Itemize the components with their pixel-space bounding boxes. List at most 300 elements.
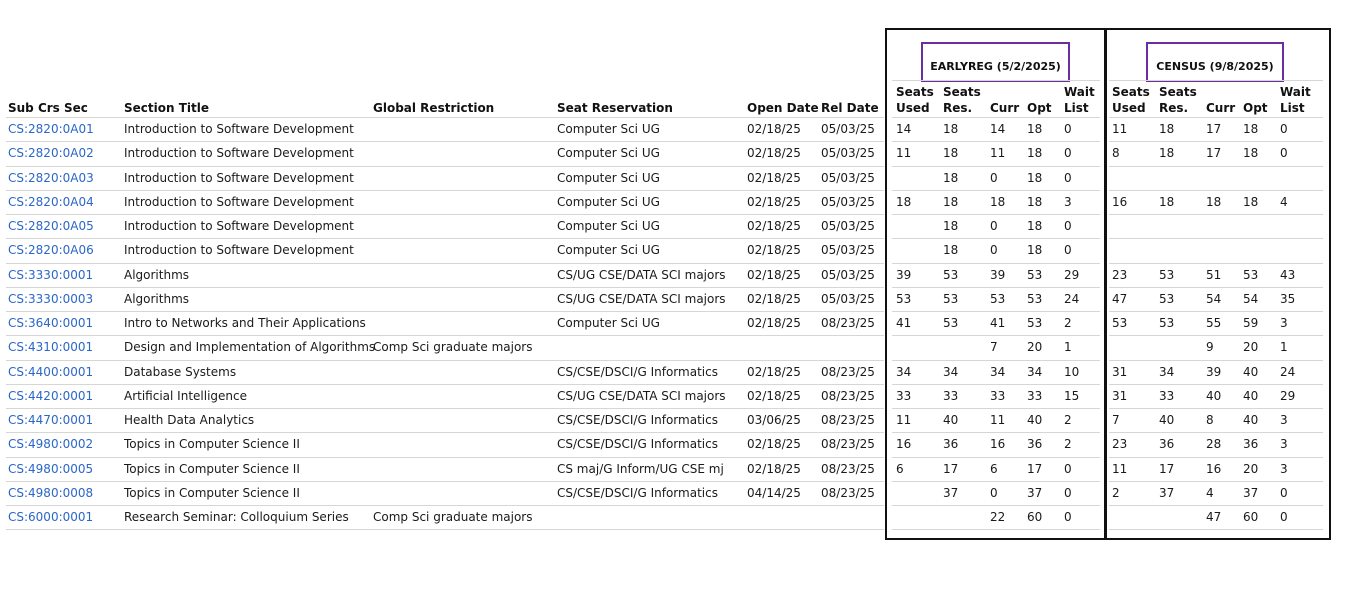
census-opt: 18 bbox=[1243, 146, 1259, 161]
open-date: 02/18/25 bbox=[747, 219, 801, 233]
row-divider-earlyreg bbox=[892, 529, 1100, 530]
header-open-date: Open Date bbox=[747, 101, 819, 115]
row-divider-census bbox=[1109, 190, 1323, 191]
open-date: 02/18/25 bbox=[747, 437, 801, 452]
census-seats-used: 23 bbox=[1112, 267, 1128, 282]
open-date: 02/18/25 bbox=[747, 243, 801, 258]
earlyreg-curr: 0 bbox=[990, 219, 998, 233]
seat-reservation: Computer Sci UG bbox=[557, 194, 660, 209]
earlyreg-seats-res: 18 bbox=[943, 170, 959, 185]
census-wait-list: 35 bbox=[1280, 291, 1296, 306]
section-title: Introduction to Software Development bbox=[124, 146, 354, 161]
census-opt: 37 bbox=[1243, 485, 1259, 500]
seat-reservation: Computer Sci UG bbox=[557, 146, 660, 161]
row-divider-earlyreg bbox=[892, 263, 1100, 264]
census-title: CENSUS (9/8/2025) bbox=[1146, 42, 1284, 82]
census-curr: 17 bbox=[1206, 146, 1222, 161]
seat-reservation: CS/CSE/DSCI/G Informatics bbox=[557, 364, 718, 379]
earlyreg-seats-res: 33 bbox=[943, 388, 959, 403]
census-seats-res: 18 bbox=[1159, 122, 1175, 136]
seat-reservation: CS/CSE/DSCI/G Informatics bbox=[557, 413, 718, 427]
census-seats-used: 23 bbox=[1112, 437, 1128, 452]
header-sub-crs-sec: Sub Crs Sec bbox=[8, 101, 88, 115]
row-divider-earlyreg bbox=[892, 335, 1100, 336]
earlyreg-seats-used: 16 bbox=[896, 437, 912, 452]
earlyreg-curr: 18 bbox=[990, 194, 1006, 209]
header-global-restriction: Global Restriction bbox=[373, 101, 495, 115]
census-seats-used: 11 bbox=[1112, 122, 1128, 136]
header-section-title: Section Title bbox=[124, 101, 209, 115]
census-seats-used: 2 bbox=[1112, 485, 1120, 500]
section-link[interactable]: CS:3330:0003 bbox=[8, 291, 94, 306]
earlyreg-header-wait-list-1: Wait bbox=[1064, 85, 1095, 99]
row-divider-earlyreg bbox=[892, 287, 1100, 288]
census-seats-used: 16 bbox=[1112, 194, 1128, 209]
earlyreg-wait-list: 2 bbox=[1064, 413, 1072, 427]
seat-reservation: CS maj/G Inform/UG CSE mj bbox=[557, 461, 724, 476]
earlyreg-opt: 18 bbox=[1027, 146, 1043, 161]
section-title: Introduction to Software Development bbox=[124, 170, 354, 185]
header-divider-earlyreg bbox=[892, 117, 1100, 118]
earlyreg-seats-res: 53 bbox=[943, 267, 959, 282]
earlyreg-seats-res: 18 bbox=[943, 122, 959, 136]
row-divider-census bbox=[1109, 529, 1323, 530]
row-divider-main bbox=[6, 384, 884, 385]
census-wait-list: 4 bbox=[1280, 194, 1288, 209]
section-link[interactable]: CS:2820:0A05 bbox=[8, 219, 94, 233]
row-divider-census bbox=[1109, 263, 1323, 264]
row-divider-census bbox=[1109, 311, 1323, 312]
open-date: 02/18/25 bbox=[747, 122, 801, 136]
section-link[interactable]: CS:3330:0001 bbox=[8, 267, 94, 282]
earlyreg-opt: 20 bbox=[1027, 340, 1043, 355]
earlyreg-opt: 53 bbox=[1027, 267, 1043, 282]
census-opt: 18 bbox=[1243, 194, 1259, 209]
row-divider-earlyreg bbox=[892, 190, 1100, 191]
row-divider-main bbox=[6, 457, 884, 458]
census-opt: 20 bbox=[1243, 340, 1259, 355]
rel-date: 08/23/25 bbox=[821, 485, 875, 500]
census-curr: 8 bbox=[1206, 413, 1214, 427]
earlyreg-wait-list: 0 bbox=[1064, 170, 1072, 185]
earlyreg-wait-list: 0 bbox=[1064, 243, 1072, 258]
earlyreg-opt: 18 bbox=[1027, 243, 1043, 258]
row-divider-census bbox=[1109, 238, 1323, 239]
open-date: 02/18/25 bbox=[747, 146, 801, 161]
seat-reservation: Computer Sci UG bbox=[557, 122, 660, 136]
section-title: Design and Implementation of Algorithms bbox=[124, 340, 376, 355]
earlyreg-seats-used: 14 bbox=[896, 122, 912, 136]
census-seats-used: 11 bbox=[1112, 461, 1128, 476]
earlyreg-curr: 16 bbox=[990, 437, 1006, 452]
earlyreg-wait-list: 0 bbox=[1064, 485, 1072, 500]
section-link[interactable]: CS:2820:0A01 bbox=[8, 122, 94, 136]
earlyreg-wait-list: 29 bbox=[1064, 267, 1080, 282]
section-title: Health Data Analytics bbox=[124, 413, 255, 427]
census-wait-list: 0 bbox=[1280, 510, 1288, 524]
section-link[interactable]: CS:4980:0005 bbox=[8, 461, 94, 476]
section-link[interactable]: CS:4470:0001 bbox=[8, 413, 94, 427]
earlyreg-seats-res: 18 bbox=[943, 219, 959, 233]
earlyreg-header-curr: Curr bbox=[990, 101, 1020, 115]
earlyreg-opt: 18 bbox=[1027, 194, 1043, 209]
row-divider-main bbox=[6, 481, 884, 482]
rel-date: 08/23/25 bbox=[821, 388, 875, 403]
row-divider-census bbox=[1109, 166, 1323, 167]
earlyreg-curr: 0 bbox=[990, 170, 998, 185]
section-title: Topics in Computer Science II bbox=[124, 461, 300, 476]
seat-reservation: CS/UG CSE/DATA SCI majors bbox=[557, 291, 726, 306]
census-header-wait-list-1: Wait bbox=[1280, 85, 1311, 99]
census-wait-list: 1 bbox=[1280, 340, 1288, 355]
earlyreg-header-seats-used-1: Seats bbox=[896, 85, 934, 99]
rel-date: 05/03/25 bbox=[821, 122, 875, 136]
section-title: Introduction to Software Development bbox=[124, 219, 354, 233]
census-curr: 18 bbox=[1206, 194, 1222, 209]
census-curr: 55 bbox=[1206, 316, 1222, 330]
seat-reservation: CS/UG CSE/DATA SCI majors bbox=[557, 267, 726, 282]
census-curr: 28 bbox=[1206, 437, 1222, 452]
section-title: Introduction to Software Development bbox=[124, 194, 354, 209]
census-seats-res: 40 bbox=[1159, 413, 1175, 427]
census-curr: 9 bbox=[1206, 340, 1214, 355]
rel-date: 08/23/25 bbox=[821, 316, 875, 330]
earlyreg-wait-list: 0 bbox=[1064, 146, 1072, 161]
section-link[interactable]: CS:6000:0001 bbox=[8, 510, 94, 524]
row-divider-census bbox=[1109, 141, 1323, 142]
census-curr: 17 bbox=[1206, 122, 1222, 136]
census-wait-list: 3 bbox=[1280, 437, 1288, 452]
census-wait-list: 3 bbox=[1280, 316, 1288, 330]
seat-reservation: Computer Sci UG bbox=[557, 243, 660, 258]
row-divider-census bbox=[1109, 457, 1323, 458]
earlyreg-seats-used: 53 bbox=[896, 291, 912, 306]
earlyreg-seats-used: 39 bbox=[896, 267, 912, 282]
earlyreg-curr: 0 bbox=[990, 243, 998, 258]
row-divider-census bbox=[1109, 432, 1323, 433]
earlyreg-curr: 0 bbox=[990, 485, 998, 500]
row-divider-main bbox=[6, 408, 884, 409]
earlyreg-seats-res: 18 bbox=[943, 243, 959, 258]
census-header-seats-res-2: Res. bbox=[1159, 101, 1189, 115]
section-title: Introduction to Software Development bbox=[124, 243, 354, 258]
earlyreg-opt: 18 bbox=[1027, 122, 1043, 136]
census-seats-used: 8 bbox=[1112, 146, 1120, 161]
section-title: Algorithms bbox=[124, 267, 190, 282]
global-restriction: Comp Sci graduate majors bbox=[373, 510, 533, 524]
row-divider-earlyreg bbox=[892, 141, 1100, 142]
earlyreg-opt: 37 bbox=[1027, 485, 1043, 500]
census-seats-used: 7 bbox=[1112, 413, 1120, 427]
row-divider-main bbox=[6, 311, 884, 312]
open-date: 02/18/25 bbox=[747, 316, 801, 330]
census-wait-list: 29 bbox=[1280, 388, 1296, 403]
census-opt: 36 bbox=[1243, 437, 1259, 452]
section-link[interactable]: CS:2820:0A06 bbox=[8, 243, 94, 258]
section-title: Introduction to Software Development bbox=[124, 122, 354, 136]
earlyreg-seats-res: 34 bbox=[943, 364, 959, 379]
row-divider-main bbox=[6, 287, 884, 288]
earlyreg-opt: 18 bbox=[1027, 219, 1043, 233]
rel-date: 05/03/25 bbox=[821, 243, 875, 258]
census-opt: 40 bbox=[1243, 388, 1259, 403]
row-divider-earlyreg bbox=[892, 238, 1100, 239]
census-wait-list: 3 bbox=[1280, 413, 1288, 427]
header-rel-date: Rel Date bbox=[821, 101, 879, 115]
row-divider-main bbox=[6, 335, 884, 336]
rel-date: 08/23/25 bbox=[821, 413, 875, 427]
earlyreg-curr: 22 bbox=[990, 510, 1006, 524]
census-opt: 18 bbox=[1243, 122, 1259, 136]
earlyreg-wait-list: 2 bbox=[1064, 437, 1072, 452]
row-divider-main bbox=[6, 141, 884, 142]
census-curr: 16 bbox=[1206, 461, 1222, 476]
census-header-seats-res-1: Seats bbox=[1159, 85, 1197, 99]
earlyreg-curr: 14 bbox=[990, 122, 1006, 136]
earlyreg-seats-used: 34 bbox=[896, 364, 912, 379]
earlyreg-seats-used: 41 bbox=[896, 316, 912, 330]
section-link[interactable]: CS:3640:0001 bbox=[8, 316, 94, 330]
header-divider-census bbox=[1109, 117, 1323, 118]
census-seats-used: 31 bbox=[1112, 388, 1128, 403]
seat-reservation: CS/CSE/DSCI/G Informatics bbox=[557, 485, 718, 500]
earlyreg-wait-list: 0 bbox=[1064, 122, 1072, 136]
census-seats-res: 53 bbox=[1159, 291, 1175, 306]
section-link[interactable]: CS:4980:0008 bbox=[8, 485, 94, 500]
earlyreg-seats-res: 17 bbox=[943, 461, 959, 476]
census-opt: 53 bbox=[1243, 267, 1259, 282]
section-link[interactable]: CS:4310:0001 bbox=[8, 340, 94, 355]
row-divider-census bbox=[1109, 408, 1323, 409]
rel-date: 05/03/25 bbox=[821, 291, 875, 306]
section-title: Topics in Computer Science II bbox=[124, 437, 300, 452]
census-wait-list: 0 bbox=[1280, 122, 1288, 136]
earlyreg-curr: 34 bbox=[990, 364, 1006, 379]
earlyreg-curr: 39 bbox=[990, 267, 1006, 282]
row-divider-main bbox=[6, 214, 884, 215]
census-curr: 40 bbox=[1206, 388, 1222, 403]
earlyreg-header-wait-list-2: List bbox=[1064, 101, 1089, 115]
census-seats-res: 53 bbox=[1159, 267, 1175, 282]
row-divider-earlyreg bbox=[892, 408, 1100, 409]
rel-date: 05/03/25 bbox=[821, 219, 875, 233]
earlyreg-wait-list: 0 bbox=[1064, 510, 1072, 524]
earlyreg-header-seats-used-2: Used bbox=[896, 101, 930, 115]
earlyreg-seats-used: 33 bbox=[896, 388, 912, 403]
header-seat-reservation: Seat Reservation bbox=[557, 101, 673, 115]
earlyreg-header-seats-res-1: Seats bbox=[943, 85, 981, 99]
section-link[interactable]: CS:2820:0A02 bbox=[8, 146, 94, 161]
census-seats-used: 47 bbox=[1112, 291, 1128, 306]
rel-date: 08/23/25 bbox=[821, 364, 875, 379]
rel-date: 08/23/25 bbox=[821, 461, 875, 476]
open-date: 02/18/25 bbox=[747, 461, 801, 476]
row-divider-census bbox=[1109, 287, 1323, 288]
census-seats-used: 53 bbox=[1112, 316, 1128, 330]
census-curr: 4 bbox=[1206, 485, 1214, 500]
row-divider-census bbox=[1109, 360, 1323, 361]
earlyreg-curr: 6 bbox=[990, 461, 998, 476]
seat-reservation: Computer Sci UG bbox=[557, 219, 660, 233]
earlyreg-seats-used: 11 bbox=[896, 146, 912, 161]
row-divider-main bbox=[6, 360, 884, 361]
earlyreg-curr: 53 bbox=[990, 291, 1006, 306]
row-divider-main bbox=[6, 238, 884, 239]
census-opt: 54 bbox=[1243, 291, 1259, 306]
earlyreg-seats-res: 53 bbox=[943, 316, 959, 330]
census-header-divider bbox=[1109, 80, 1323, 81]
earlyreg-wait-list: 2 bbox=[1064, 316, 1072, 330]
section-link[interactable]: CS:2820:0A04 bbox=[8, 194, 94, 209]
seat-reservation: Computer Sci UG bbox=[557, 170, 660, 185]
row-divider-main bbox=[6, 432, 884, 433]
census-header-seats-used-2: Used bbox=[1112, 101, 1146, 115]
earlyreg-opt: 60 bbox=[1027, 510, 1043, 524]
row-divider-main bbox=[6, 263, 884, 264]
row-divider-census bbox=[1109, 481, 1323, 482]
earlyreg-opt: 36 bbox=[1027, 437, 1043, 452]
census-seats-res: 18 bbox=[1159, 194, 1175, 209]
earlyreg-seats-res: 53 bbox=[943, 291, 959, 306]
section-title: Artificial Intelligence bbox=[124, 388, 247, 403]
row-divider-census bbox=[1109, 505, 1323, 506]
header-divider-main bbox=[6, 117, 884, 118]
row-divider-census bbox=[1109, 384, 1323, 385]
census-seats-res: 34 bbox=[1159, 364, 1175, 379]
section-link[interactable]: CS:4400:0001 bbox=[8, 364, 94, 379]
census-seats-res: 36 bbox=[1159, 437, 1175, 452]
earlyreg-curr: 11 bbox=[990, 413, 1006, 427]
earlyreg-wait-list: 1 bbox=[1064, 340, 1072, 355]
census-wait-list: 3 bbox=[1280, 461, 1288, 476]
earlyreg-header-divider bbox=[892, 80, 1100, 81]
section-link[interactable]: CS:4980:0002 bbox=[8, 437, 94, 452]
census-wait-list: 43 bbox=[1280, 267, 1296, 282]
census-seats-res: 37 bbox=[1159, 485, 1175, 500]
earlyreg-wait-list: 0 bbox=[1064, 219, 1072, 233]
global-restriction: Comp Sci graduate majors bbox=[373, 340, 533, 355]
census-seats-res: 17 bbox=[1159, 461, 1175, 476]
census-opt: 40 bbox=[1243, 413, 1259, 427]
row-divider-earlyreg bbox=[892, 311, 1100, 312]
earlyreg-wait-list: 15 bbox=[1064, 388, 1080, 403]
census-header-curr: Curr bbox=[1206, 101, 1236, 115]
earlyreg-opt: 53 bbox=[1027, 316, 1043, 330]
earlyreg-seats-res: 18 bbox=[943, 146, 959, 161]
row-divider-census bbox=[1109, 335, 1323, 336]
earlyreg-opt: 34 bbox=[1027, 364, 1043, 379]
earlyreg-curr: 41 bbox=[990, 316, 1006, 330]
earlyreg-wait-list: 3 bbox=[1064, 194, 1072, 209]
rel-date: 05/03/25 bbox=[821, 267, 875, 282]
section-title: Database Systems bbox=[124, 364, 237, 379]
earlyreg-wait-list: 10 bbox=[1064, 364, 1080, 379]
row-divider-main bbox=[6, 505, 884, 506]
census-curr: 54 bbox=[1206, 291, 1222, 306]
census-wait-list: 0 bbox=[1280, 146, 1288, 161]
section-link[interactable]: CS:2820:0A03 bbox=[8, 170, 94, 185]
earlyreg-header-seats-res-2: Res. bbox=[943, 101, 973, 115]
row-divider-earlyreg bbox=[892, 166, 1100, 167]
census-seats-res: 33 bbox=[1159, 388, 1175, 403]
census-curr: 51 bbox=[1206, 267, 1222, 282]
earlyreg-seats-res: 37 bbox=[943, 485, 959, 500]
census-opt: 60 bbox=[1243, 510, 1259, 524]
earlyreg-seats-res: 18 bbox=[943, 194, 959, 209]
row-divider-earlyreg bbox=[892, 360, 1100, 361]
earlyreg-seats-used: 6 bbox=[896, 461, 904, 476]
open-date: 02/18/25 bbox=[747, 267, 801, 282]
rel-date: 05/03/25 bbox=[821, 146, 875, 161]
section-link[interactable]: CS:4420:0001 bbox=[8, 388, 94, 403]
census-opt: 20 bbox=[1243, 461, 1259, 476]
earlyreg-seats-res: 40 bbox=[943, 413, 959, 427]
census-wait-list: 0 bbox=[1280, 485, 1288, 500]
census-opt: 40 bbox=[1243, 364, 1259, 379]
census-seats-used: 31 bbox=[1112, 364, 1128, 379]
rel-date: 08/23/25 bbox=[821, 437, 875, 452]
earlyreg-opt: 53 bbox=[1027, 291, 1043, 306]
census-curr: 47 bbox=[1206, 510, 1222, 524]
earlyreg-opt: 40 bbox=[1027, 413, 1043, 427]
census-header-opt: Opt bbox=[1243, 101, 1268, 115]
rel-date: 05/03/25 bbox=[821, 194, 875, 209]
earlyreg-opt: 33 bbox=[1027, 388, 1043, 403]
earlyreg-seats-res: 36 bbox=[943, 437, 959, 452]
open-date: 02/18/25 bbox=[747, 388, 801, 403]
census-curr: 39 bbox=[1206, 364, 1222, 379]
census-seats-res: 18 bbox=[1159, 146, 1175, 161]
rel-date: 05/03/25 bbox=[821, 170, 875, 185]
earlyreg-curr: 33 bbox=[990, 388, 1006, 403]
earlyreg-seats-used: 18 bbox=[896, 194, 912, 209]
earlyreg-wait-list: 0 bbox=[1064, 461, 1072, 476]
seat-reservation: Computer Sci UG bbox=[557, 316, 660, 330]
census-header-wait-list-2: List bbox=[1280, 101, 1305, 115]
open-date: 02/18/25 bbox=[747, 170, 801, 185]
section-title: Algorithms bbox=[124, 291, 190, 306]
row-divider-earlyreg bbox=[892, 457, 1100, 458]
census-header-seats-used-1: Seats bbox=[1112, 85, 1150, 99]
earlyreg-curr: 11 bbox=[990, 146, 1006, 161]
earlyreg-title: EARLYREG (5/2/2025) bbox=[921, 42, 1070, 82]
open-date: 04/14/25 bbox=[747, 485, 801, 500]
census-wait-list: 24 bbox=[1280, 364, 1296, 379]
census-seats-res: 53 bbox=[1159, 316, 1175, 330]
earlyreg-header-opt: Opt bbox=[1027, 101, 1052, 115]
row-divider-earlyreg bbox=[892, 505, 1100, 506]
row-divider-main bbox=[6, 190, 884, 191]
earlyreg-opt: 18 bbox=[1027, 170, 1043, 185]
open-date: 02/18/25 bbox=[747, 291, 801, 306]
earlyreg-opt: 17 bbox=[1027, 461, 1043, 476]
row-divider-earlyreg bbox=[892, 214, 1100, 215]
seat-reservation: CS/CSE/DSCI/G Informatics bbox=[557, 437, 718, 452]
open-date: 03/06/25 bbox=[747, 413, 801, 427]
section-title: Research Seminar: Colloquium Series bbox=[124, 510, 349, 524]
section-title: Intro to Networks and Their Applications bbox=[124, 316, 366, 330]
row-divider-earlyreg bbox=[892, 384, 1100, 385]
row-divider-earlyreg bbox=[892, 432, 1100, 433]
earlyreg-seats-used: 11 bbox=[896, 413, 912, 427]
earlyreg-wait-list: 24 bbox=[1064, 291, 1080, 306]
open-date: 02/18/25 bbox=[747, 194, 801, 209]
seat-reservation: CS/UG CSE/DATA SCI majors bbox=[557, 388, 726, 403]
row-divider-main bbox=[6, 529, 884, 530]
row-divider-main bbox=[6, 166, 884, 167]
earlyreg-curr: 7 bbox=[990, 340, 998, 355]
census-opt: 59 bbox=[1243, 316, 1259, 330]
